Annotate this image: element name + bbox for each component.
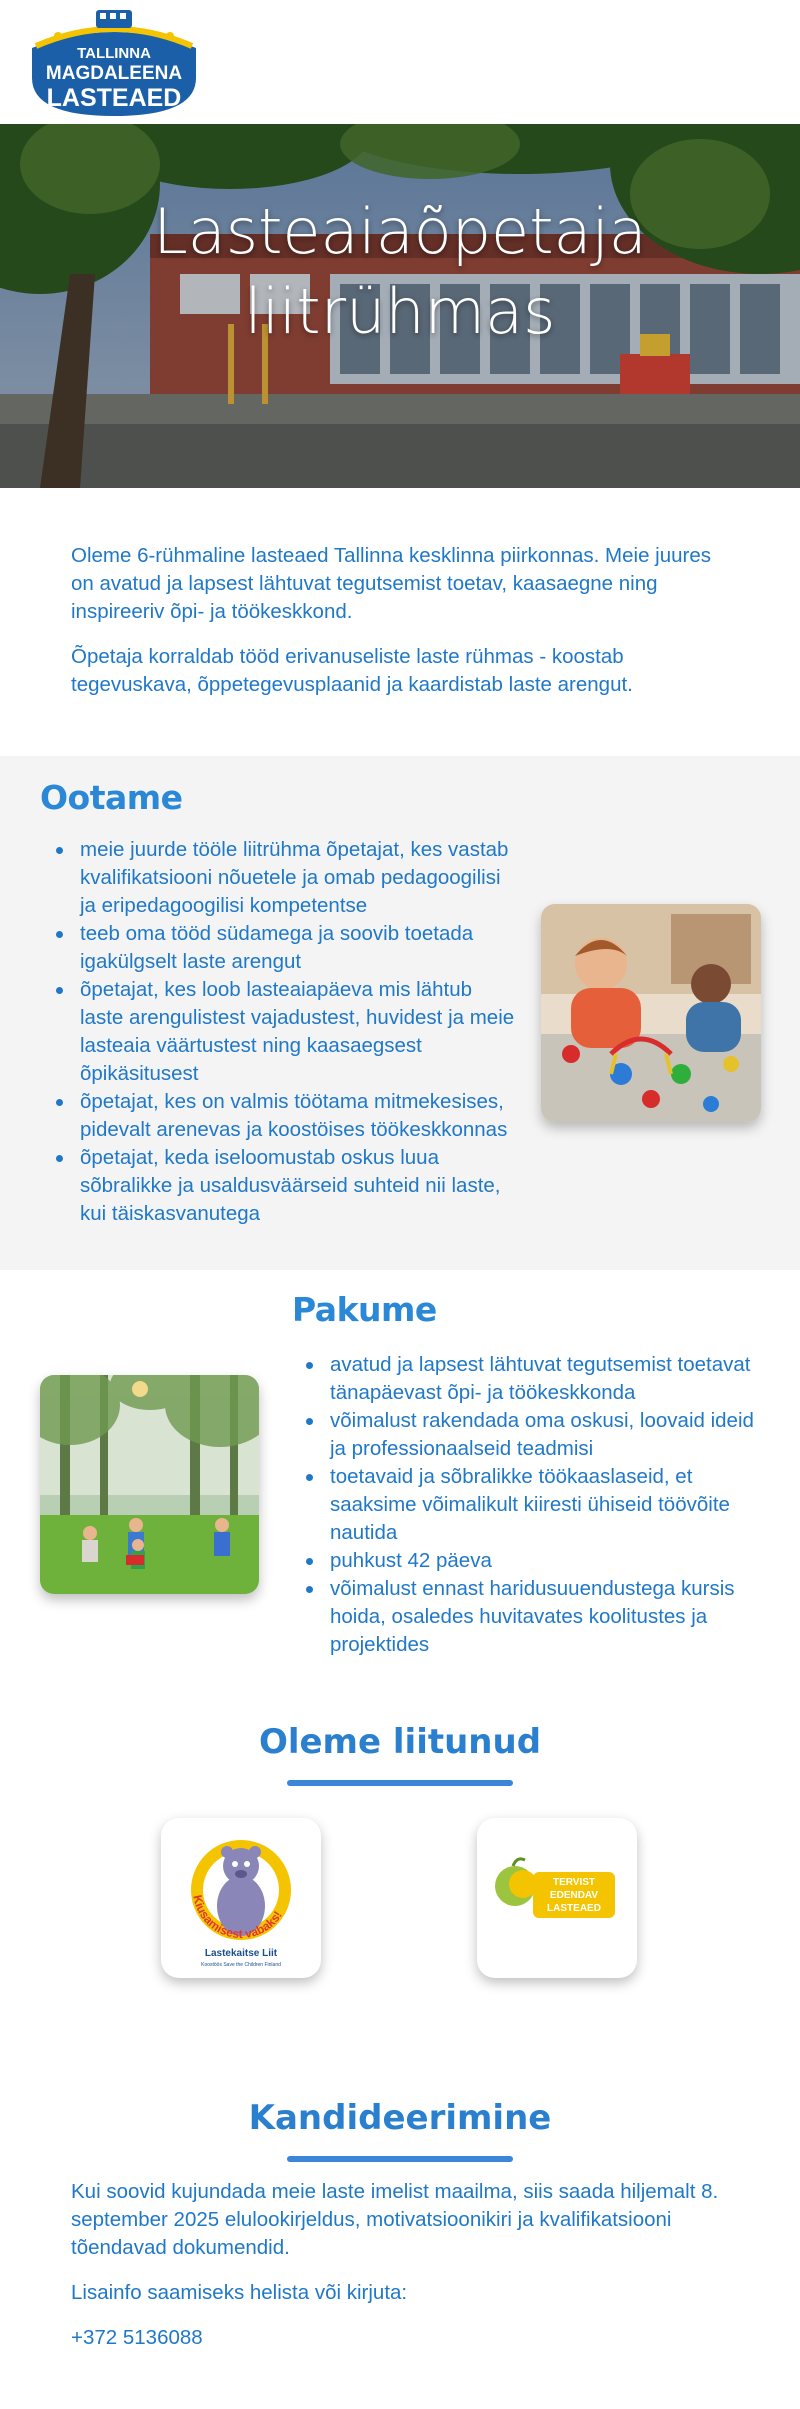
hero-banner xyxy=(0,124,800,488)
contact-prompt: Lisainfo saamiseks helista või kirjuta: xyxy=(71,2281,408,2304)
list-item: toetavaid ja sõbralikke töökaaslaseid, et saaksime võimalikult kiiresti ühiseid töövõite nautida xyxy=(290,1463,770,1547)
badge1-sub: Koostöös Save the Children Finland xyxy=(201,1962,281,1968)
page-title: Lasteaiaõpetaja liitrühmas xyxy=(153,195,647,348)
children-playing-photo xyxy=(541,904,761,1122)
list-item: avatud ja lapsest lähtuvat tegutsemist toetavat tänapäevast õpi- ja töökeskkonda xyxy=(290,1351,770,1407)
logo-line1: TALLINNA xyxy=(77,45,151,62)
pakume-heading: Pakume xyxy=(292,1290,437,1329)
heading-underline xyxy=(287,1780,513,1786)
list-item: puhkust 42 päeva xyxy=(290,1547,770,1575)
list-item: õpetajat, kes on valmis töötama mitmekesises, pidevalt arenevas ja koostöises töökeskkonnas xyxy=(40,1088,520,1144)
badge2-line1: TERVIST xyxy=(552,1877,596,1888)
logo-line3: LASTEAED xyxy=(46,84,182,112)
list-item: võimalust ennast haridusuuendustega kursis hoida, osaledes huvitavates koolitustes ja projektides xyxy=(290,1575,770,1659)
heading-underline xyxy=(287,2156,513,2162)
list-item: teeb oma tööd südamega ja soovib toetada igakülgselt laste arengut xyxy=(40,920,520,976)
children-in-park-photo xyxy=(40,1375,259,1594)
badge2-line3: LASTEAED xyxy=(547,1903,601,1914)
intro-text xyxy=(71,542,721,716)
kandideerimine-heading: Kandideerimine xyxy=(248,2098,552,2138)
logo-line2: MAGDALEENA xyxy=(45,63,183,84)
badge1-caption: Lastekaitse Liit xyxy=(204,1948,278,1959)
badge2-line2: EDENDAV xyxy=(549,1890,599,1901)
ootame-list xyxy=(40,836,520,1228)
phone-link[interactable]: +372 5136088 xyxy=(71,2326,203,2349)
site-header xyxy=(0,0,800,124)
intro-paragraph-1: Oleme 6-rühmaline lasteaed Tallinna kesklinna piirkonnas. Meie juures on avatud ja lapsest lähtuvat tegutsemist toetav, kaasaegne ning inspireeriv õpi- ja töökeskkond. xyxy=(71,544,712,623)
liitunud-heading: Oleme liitunud xyxy=(258,1722,542,1762)
lastekaitse-liit-badge[interactable] xyxy=(161,1818,321,1978)
list-item: õpetajat, kes loob lasteaiapäeva mis lähtub laste arengulistest vajadustest, huvidest ja meie lasteaia väärtustest ning kaasaegsest õpikäsitusest xyxy=(40,976,520,1088)
logo[interactable] xyxy=(26,8,202,116)
pakume-list xyxy=(290,1351,770,1659)
badge1-arc-text: Kiusamisest vabaks! xyxy=(190,1893,285,1942)
ootame-heading: Ootame xyxy=(40,778,183,817)
list-item: õpetajat, keda iseloomustab oskus luua sõbralikke ja usaldusväärseid suhteid nii laste, kui täiskasvanutega xyxy=(40,1144,520,1228)
kandideerimine-paragraph: Kui soovid kujundada meie laste imelist maailma, siis saada hiljemalt 8. september 2025 elulookirjeldus, motivatsioonikiri ja kvalifikatsiooni tõendavad dokumendid. xyxy=(71,2180,719,2259)
list-item: meie juurde tööle liitrühma õpetajat, kes vastab kvalifikatsiooni nõuetele ja omab pedagoogilisi ja eripedagoogilisi kompetentse xyxy=(40,836,520,920)
kandideerimine-text xyxy=(71,2178,741,2369)
intro-paragraph-2: Õpetaja korraldab tööd erivanuseliste laste rühmas - koostab tegevuskava, õppetegevusplaanid ja kaardistab laste arengut. xyxy=(71,645,633,696)
tervist-edendav-badge[interactable] xyxy=(477,1818,637,1978)
ootame-section xyxy=(0,756,800,1270)
list-item: võimalust rakendada oma oskusi, loovaid ideid ja professionaalseid teadmisi xyxy=(290,1407,770,1463)
